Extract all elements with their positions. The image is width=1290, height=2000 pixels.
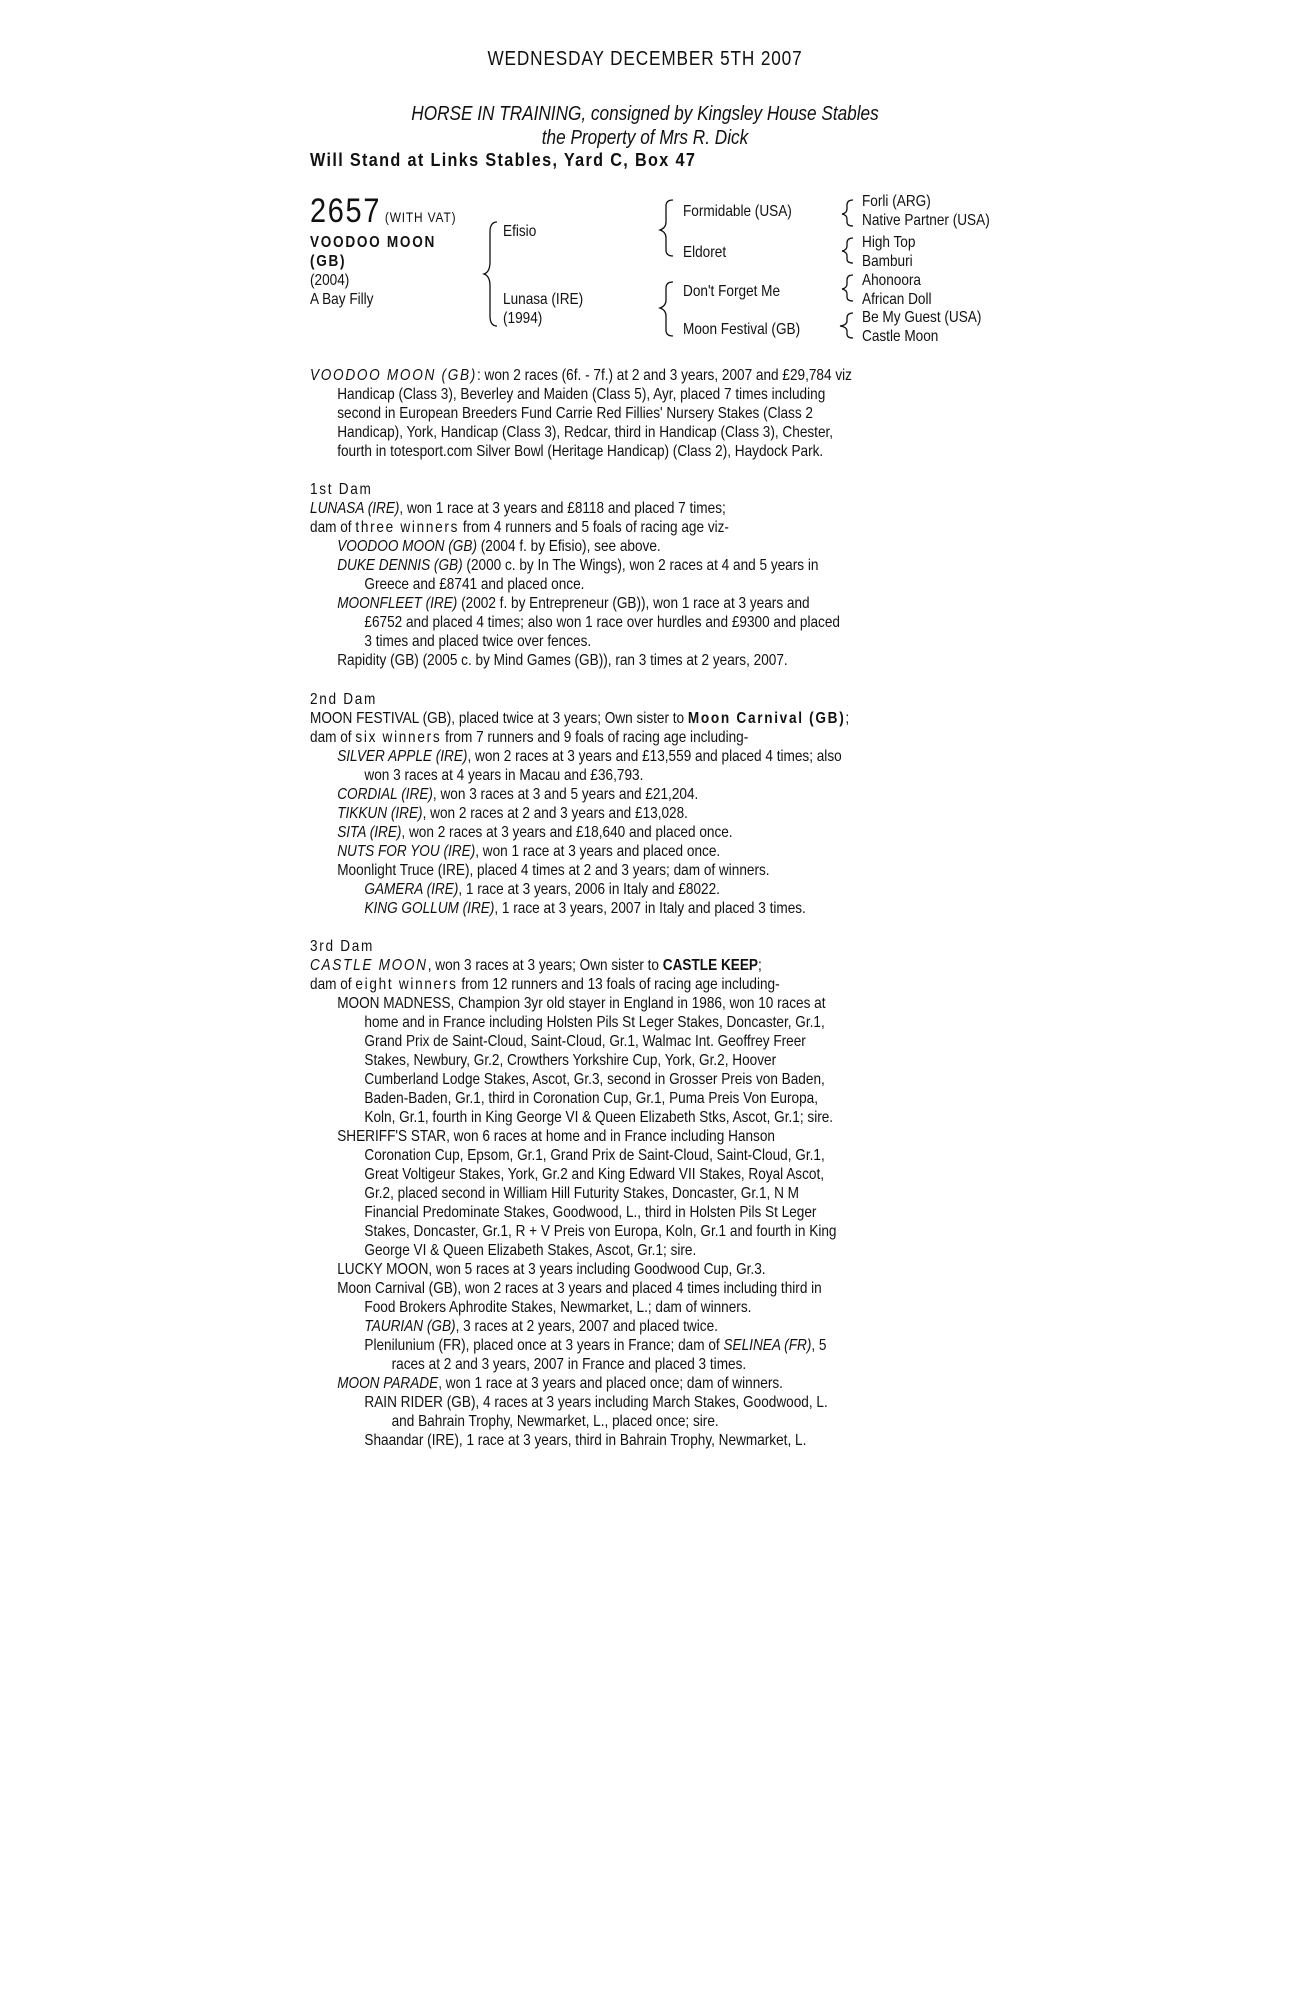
dam-line (310, 709, 849, 728)
gg-3: High Top (862, 234, 916, 251)
foaling-year: (2004) (310, 272, 350, 289)
produce-line: George VI & Queen Elizabeth Stakes, Ascot, Gr.1; sire. (364, 1242, 697, 1259)
produce-text: , won 1 race at 3 years and placed once; dam of winners. (438, 1375, 783, 1392)
pedigree-brackets (0, 0, 1290, 360)
produce-line (310, 556, 840, 575)
dam-year: (1994) (503, 310, 543, 327)
summary-text: : won 2 races (6f. - 7f.) at 2 and 3 years, 2007 and £29,784 viz (476, 367, 852, 384)
produce-line: 3 times and placed twice over fences. (364, 633, 592, 650)
produce-text: , won 2 races at 3 years and £18,640 and placed once. (401, 824, 733, 841)
bracket-g1 (842, 200, 853, 226)
bracket-g2 (842, 238, 853, 263)
text: dam of (310, 729, 356, 746)
produce-name: KING GOLLUM (IRE) (364, 900, 495, 917)
produce-name: TIKKUN (IRE) (337, 805, 423, 822)
produce-line: Stakes, Newbury, Gr.2, Crowthers Yorkshire Cup, York, Gr.2, Hoover (364, 1052, 777, 1069)
winners-count: six winners (355, 729, 442, 746)
produce-line: Koln, Gr.1, fourth in King George VI & Queen Elizabeth Stks, Ascot, Gr.1; sire. (364, 1109, 834, 1126)
produce-line (310, 785, 849, 804)
produce-line: races at 2 and 3 years, 2007 in France and placed 3 times. (391, 1356, 747, 1373)
second-dam-section (310, 690, 944, 918)
produce-line (310, 594, 840, 613)
winners-count: three winners (355, 519, 460, 536)
sister-name: CASTLE KEEP (662, 957, 758, 974)
produce-line: Moonlight Truce (IRE), placed 4 times at 2 and 3 years; dam of winners. (337, 862, 770, 879)
summary-line: Handicap (Class 3), Beverley and Maiden (Class 5), Ayr, placed 7 times including (337, 386, 826, 403)
produce-text: (2002 f. by Entrepreneur (GB)), won 1 race at 3 years and (457, 595, 810, 612)
produce-line: Great Voltigeur Stakes, York, Gr.2 and King Edward VII Stakes, Royal Ascot, (364, 1166, 825, 1183)
text: ; (757, 957, 762, 974)
produce-line (310, 842, 849, 861)
sale-date: WEDNESDAY DECEMBER 5TH 2007 (487, 48, 803, 70)
section-heading: 2nd Dam (310, 691, 378, 708)
stand-location: Will Stand at Links Stables, Yard C, Box 47 (310, 150, 697, 170)
horse-origin: (GB) (310, 253, 347, 270)
gg-1: Forli (ARG) (862, 193, 931, 210)
summary-line: fourth in totesport.com Silver Bowl (Heritage Handicap) (Class 2), Haydock Park. (337, 443, 824, 460)
produce-text: , won 3 races at 3 and 5 years and £21,204. (432, 786, 699, 803)
produce-name: SILVER APPLE (IRE) (337, 748, 468, 765)
produce-line (310, 1374, 836, 1393)
produce-text: , 3 races at 2 years, 2007 and placed twice. (455, 1318, 718, 1335)
dam-produce-line (310, 975, 836, 994)
produce-line: SHERIFF'S STAR, won 6 races at home and in France including Hanson (337, 1128, 775, 1145)
lot-number: 2657 (310, 192, 382, 230)
dam-name: CASTLE MOON (310, 957, 428, 974)
winners-count: eight winners (355, 976, 458, 993)
bracket-g4 (840, 313, 853, 338)
gg-2: Native Partner (USA) (862, 212, 990, 229)
produce-line: won 3 races at 4 years in Macau and £36,793. (364, 767, 644, 784)
produce-line (310, 899, 849, 918)
produce-text: , won 2 races at 3 years and £13,559 and placed 4 times; also (467, 748, 842, 765)
produce-name: CORDIAL (IRE) (337, 786, 433, 803)
summary-line: second in European Breeders Fund Carrie Red Fillies' Nursery Stakes (Class 2 (337, 405, 813, 422)
bracket-sire (660, 200, 673, 256)
produce-line: home and in France including Holsten Pils St Leger Stakes, Doncaster, Gr.1, (364, 1014, 825, 1031)
produce-line (310, 804, 849, 823)
race-summary (310, 366, 948, 461)
sire-sire: Formidable (USA) (683, 203, 792, 220)
produce-line: MOON MADNESS, Champion 3yr old stayer in England in 1986, won 10 races at (337, 995, 826, 1012)
produce-line (310, 823, 849, 842)
produce-text: , won 1 race at 3 years and placed once. (475, 843, 721, 860)
dam-produce-line (310, 728, 849, 747)
text: ; (845, 710, 850, 727)
horse-name: VOODOO MOON (310, 234, 436, 251)
produce-text: , 1 race at 3 years, 2007 in Italy and placed 3 times. (494, 900, 806, 917)
dam-line (310, 499, 840, 518)
produce-name: TAURIAN (GB) (364, 1318, 456, 1335)
produce-line: LUCKY MOON, won 5 races at 3 years including Goodwood Cup, Gr.3. (337, 1261, 766, 1278)
first-dam-section (310, 480, 934, 670)
produce-line: Shaandar (IRE), 1 race at 3 years, third in Bahrain Trophy, Newmarket, L. (364, 1432, 807, 1449)
produce-name: NUTS FOR YOU (IRE) (337, 843, 476, 860)
dam-dam: Moon Festival (GB) (683, 321, 801, 338)
horse-description: A Bay Filly (310, 291, 374, 308)
gg-5: Ahonoora (862, 272, 921, 289)
text: from 12 runners and 13 foals of racing age including- (457, 976, 780, 993)
bracket-main (484, 222, 497, 326)
text: from 4 runners and 5 foals of racing age viz- (459, 519, 729, 536)
dam-produce-line (310, 518, 840, 537)
produce-text: (2004 f. by Efisio), see above. (476, 538, 661, 555)
produce-line: Rapidity (GB) (2005 c. by Mind Games (GB)), ran 3 times at 2 years, 2007. (337, 652, 788, 669)
produce-line: Baden-Baden, Gr.1, third in Coronation Cup, Gr.1, Puma Preis Von Europa, (364, 1090, 818, 1107)
produce-line: Gr.2, placed second in William Hill Futurity Stakes, Doncaster, Gr.1, N M (364, 1185, 800, 1202)
section-heading: 1st Dam (310, 481, 373, 498)
produce-line: Cumberland Lodge Stakes, Ascot, Gr.3, second in Grosser Preis von Baden, (364, 1071, 825, 1088)
text: , won 3 races at 3 years; Own sister to (427, 957, 663, 974)
produce-line: £6752 and placed 4 times; also won 1 race over hurdles and £9300 and placed (364, 614, 840, 631)
produce-name: SELINEA (FR) (723, 1337, 812, 1354)
dam-sire: Don't Forget Me (683, 283, 781, 300)
sire: Efisio (503, 223, 537, 240)
sire-dam: Eldoret (683, 244, 727, 261)
produce-line (310, 537, 840, 556)
third-dam-section (310, 937, 929, 1450)
produce-line (310, 1317, 836, 1336)
vat-note: (WITH VAT) (384, 209, 457, 225)
produce-text: (2000 c. by In The Wings), won 2 races at 4 and 5 years in (462, 557, 819, 574)
gg-6: African Doll (862, 291, 932, 308)
sister-name: Moon Carnival (GB) (687, 710, 846, 727)
summary-horse-name: VOODOO MOON (GB) (310, 367, 477, 384)
text: from 7 runners and 9 foals of racing age including- (441, 729, 749, 746)
dam: Lunasa (IRE) (503, 291, 584, 308)
summary-line: Handicap), York, Handicap (Class 3), Redcar, third in Handicap (Class 3), Chester, (337, 424, 834, 441)
text: dam of (310, 976, 356, 993)
produce-line: Coronation Cup, Epsom, Gr.1, Grand Prix de Saint-Cloud, Saint-Cloud, Gr.1, (364, 1147, 825, 1164)
produce-line: RAIN RIDER (GB), 4 races at 3 years including March Stakes, Goodwood, L. (364, 1394, 828, 1411)
produce-line: Moon Carnival (GB), won 2 races at 3 years and placed 4 times including third in (337, 1280, 822, 1297)
text: dam of (310, 519, 356, 536)
gg-4: Bamburi (862, 253, 913, 270)
produce-name: DUKE DENNIS (GB) (337, 557, 463, 574)
produce-line (310, 1336, 836, 1355)
produce-line (310, 747, 849, 766)
gg-7: Be My Guest (USA) (862, 309, 982, 326)
produce-name: MOONFLEET (IRE) (337, 595, 458, 612)
produce-name: VOODOO MOON (GB) (337, 538, 477, 555)
text: Plenilunium (FR), placed once at 3 years in France; dam of (364, 1337, 724, 1354)
summary-line (310, 366, 852, 385)
produce-text: , 1 race at 3 years, 2006 in Italy and £8022. (458, 881, 720, 898)
produce-line: Stakes, Doncaster, Gr.1, R + V Preis von Europa, Koln, Gr.1 and fourth in King (364, 1223, 837, 1240)
bracket-g3 (842, 275, 853, 301)
produce-line: Food Brokers Aphrodite Stakes, Newmarket, L.; dam of winners. (364, 1299, 752, 1316)
dam-text: , won 1 race at 3 years and £8118 and placed 7 times; (399, 500, 726, 517)
dam-line (310, 956, 836, 975)
gg-8: Castle Moon (862, 328, 939, 345)
produce-name: MOON PARADE (337, 1375, 439, 1392)
produce-line: Greece and £8741 and placed once. (364, 576, 585, 593)
produce-text: , won 2 races at 2 and 3 years and £13,028. (422, 805, 688, 822)
produce-name: SITA (IRE) (337, 824, 402, 841)
bracket-dam (660, 282, 673, 336)
text: , 5 (811, 1337, 827, 1354)
produce-line (310, 880, 849, 899)
consignment-line: HORSE IN TRAINING, consigned by Kingsley House Stables (411, 103, 879, 125)
text: MOON FESTIVAL (GB), placed twice at 3 years; Own sister to (310, 710, 688, 727)
section-heading: 3rd Dam (310, 938, 375, 955)
produce-line: Grand Prix de Saint-Cloud, Saint-Cloud, Gr.1, Walmac Int. Geoffrey Freer (364, 1033, 806, 1050)
produce-line: and Bahrain Trophy, Newmarket, L., placed once; sire. (391, 1413, 719, 1430)
produce-name: GAMERA (IRE) (364, 881, 459, 898)
property-line: the Property of Mrs R. Dick (541, 127, 749, 149)
dam-name: LUNASA (IRE) (310, 500, 400, 517)
produce-line: Financial Predominate Stakes, Goodwood, L., third in Holsten Pils St Leger (364, 1204, 817, 1221)
